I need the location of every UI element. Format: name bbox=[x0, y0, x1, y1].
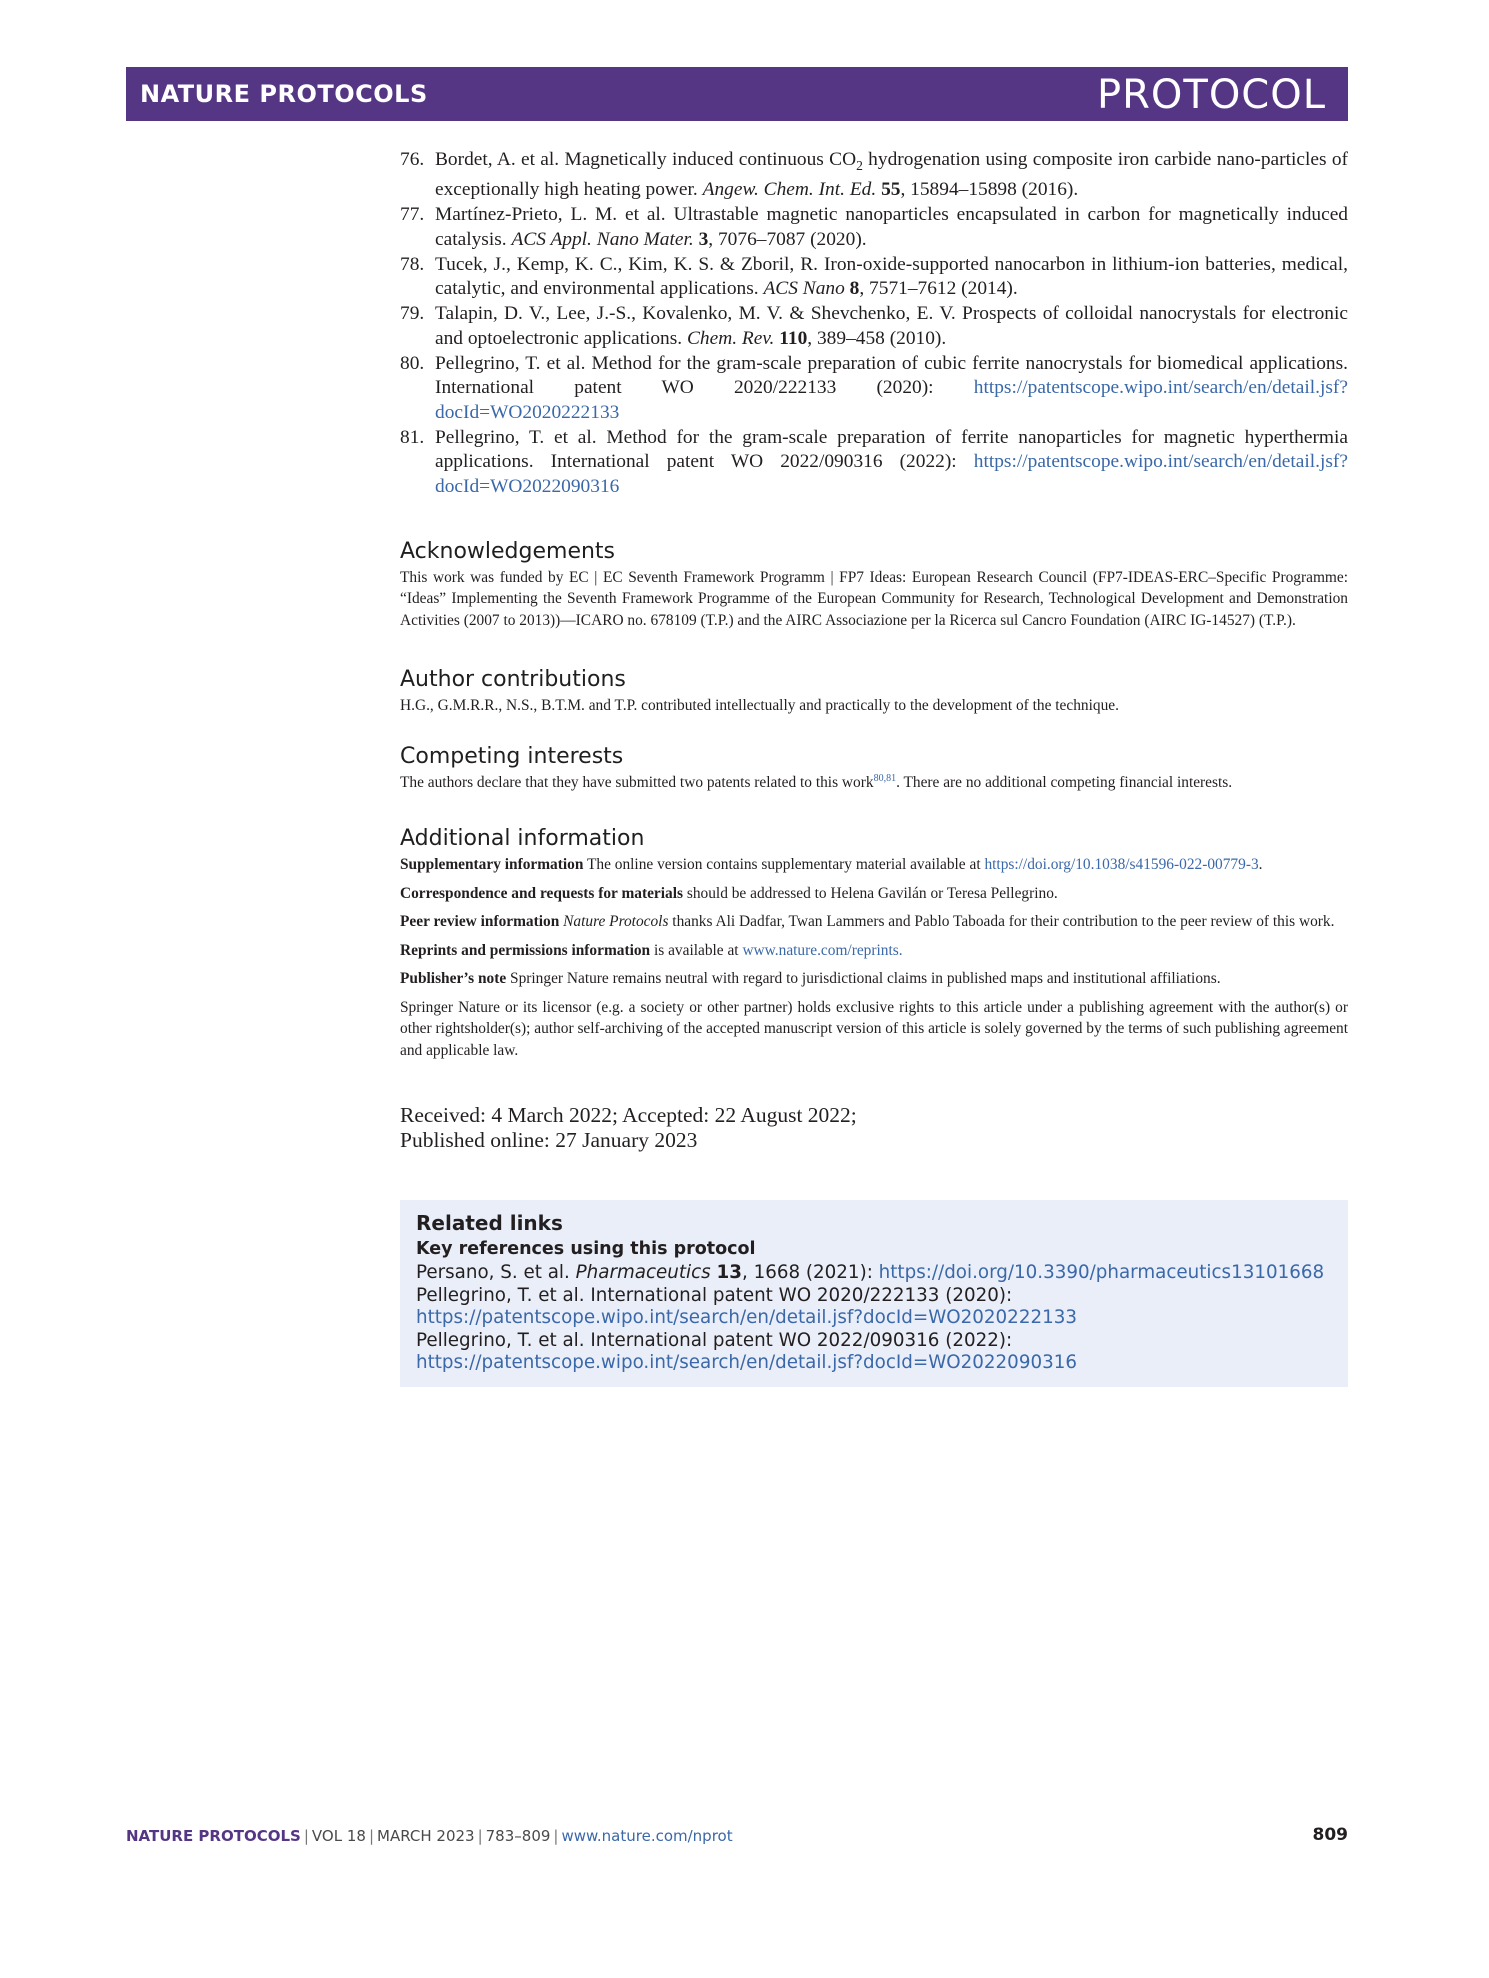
footer-date: MARCH 2023 bbox=[377, 1827, 475, 1845]
reference-number: 78. bbox=[400, 253, 425, 275]
related-links-heading: Related links bbox=[416, 1211, 563, 1236]
supplementary-doi-link[interactable]: https://doi.org/10.1038/s41596-022-00779-3 bbox=[984, 856, 1259, 874]
reference-link[interactable]: https://patentscope.wipo.int/search/en/detail.jsf?docId=WO2020222133 bbox=[416, 1307, 1077, 1329]
reference-item bbox=[400, 203, 1348, 252]
reference-text: Talapin, D. V., Lee, J.-S., Kovalenko, M. V. & Shevchenko, E. V. Prospects of colloidal nanocrystals for electronic and optoelectronic applications. bbox=[435, 303, 1348, 349]
related-links-list bbox=[416, 1262, 1332, 1375]
journal-header-bar bbox=[126, 67, 1348, 121]
peer-review-text: thanks Ali Dadfar, Twan Lammers and Pablo Taboada for their contribution to the peer review of this work. bbox=[668, 913, 1335, 931]
author-contributions-heading: Author contributions bbox=[400, 667, 626, 693]
journal-title: ACS Appl. Nano Mater. bbox=[511, 228, 694, 250]
reference-item bbox=[400, 352, 1348, 426]
related-links-box bbox=[400, 1200, 1348, 1387]
correspondence-text: should be addressed to Helena Gavilán or Teresa Pellegrino. bbox=[683, 884, 1058, 902]
volume-number: 8 bbox=[849, 278, 860, 300]
reference-link[interactable]: https://patentscope.wipo.int/search/en/detail.jsf?docId=WO2022090316 bbox=[416, 1352, 1077, 1374]
reference-number: 80. bbox=[400, 352, 425, 374]
reference-item bbox=[400, 302, 1348, 351]
reference-text: , 7571–7612 (2014). bbox=[859, 278, 1018, 300]
related-link-item bbox=[416, 1285, 1332, 1330]
reference-item bbox=[400, 426, 1348, 500]
additional-information-heading: Additional information bbox=[400, 826, 645, 852]
related-links-subheading: Key references using this protocol bbox=[416, 1238, 756, 1259]
volume-number: 55 bbox=[881, 179, 901, 201]
reprints-information bbox=[400, 940, 1348, 962]
publishers-note bbox=[400, 968, 1348, 990]
article-type: PROTOCOL bbox=[1096, 72, 1326, 118]
reference-text: , 7076–7087 (2020). bbox=[708, 228, 867, 250]
peer-review-journal: Nature Protocols bbox=[563, 913, 669, 931]
reference-link[interactable]: https://patentscope.wipo.int/search/en/detail.jsf?docId=WO2022090316 bbox=[435, 451, 1348, 497]
journal-title: Chem. Rev. bbox=[687, 327, 775, 349]
supplementary-text: The online version contains supplementary material available at bbox=[583, 856, 985, 874]
reference-text: Tucek, J., Kemp, K. C., Kim, K. S. & Zboril, R. Iron-oxide-supported nanocarbon in lithium-ion batteries, medical, catalytic, and environmental applications. bbox=[435, 253, 1348, 300]
received-accepted-dates: Received: 4 March 2022; Accepted: 22 August 2022; bbox=[400, 1103, 857, 1128]
journal-name: NATURE PROTOCOLS bbox=[140, 80, 428, 108]
reference-text: Pellegrino, T. et al. International patent WO 2022/090316 (2022): bbox=[416, 1329, 1013, 1351]
footer-journal-url[interactable]: www.nature.com/nprot bbox=[561, 1827, 733, 1845]
publication-dates bbox=[400, 1103, 1348, 1153]
rights-statement: Springer Nature or its licensor (e.g. a society or other partner) holds exclusive rights to this article under a publishing agreement with the author(s) or other rightsholder(s); author self-archiving of the accepted manuscript version of this article is solely governed by the terms of such publishing agreement and applicable law. bbox=[400, 998, 1348, 1059]
reference-text: , 1668 (2021): bbox=[741, 1262, 879, 1284]
correspondence-label: Correspondence and requests for materials bbox=[400, 884, 683, 902]
volume-number: 110 bbox=[779, 327, 808, 349]
page-number: 809 bbox=[1312, 1825, 1348, 1845]
related-link-item bbox=[416, 1330, 1332, 1375]
subscript-text: 2 bbox=[856, 157, 863, 173]
reference-link[interactable]: https://patentscope.wipo.int/search/en/detail.jsf?docId=WO2020222133 bbox=[435, 377, 1348, 423]
reference-number: 79. bbox=[400, 303, 425, 325]
volume-number: 3 bbox=[698, 228, 709, 250]
main-column bbox=[400, 148, 1348, 1387]
author-contributions-text: H.G., G.M.R.R., N.S., B.T.M. and T.P. contributed intellectually and practically to the development of the technique. bbox=[400, 697, 1119, 715]
footer-volume: VOL 18 bbox=[311, 1827, 366, 1845]
supplementary-end: . bbox=[1258, 856, 1263, 874]
reference-number: 76. bbox=[400, 149, 425, 170]
journal-title: Angew. Chem. Int. Ed. bbox=[702, 179, 877, 201]
journal-title: ACS Nano bbox=[763, 278, 845, 300]
reference-text: Pellegrino, T. et al. Method for the gram-scale preparation of cubic ferrite nanocrystals for biomedical applications. International patent WO 2020/222133 (2020): bbox=[435, 352, 1348, 399]
footer-pages: 783–809 bbox=[485, 1827, 551, 1845]
competing-interests-heading: Competing interests bbox=[400, 743, 624, 769]
reference-list bbox=[400, 148, 1348, 499]
correspondence bbox=[400, 883, 1348, 905]
reprints-link[interactable]: www.nature.com/reprints. bbox=[742, 941, 903, 959]
reference-text: Pellegrino, T. et al. International patent WO 2020/222133 (2020): bbox=[416, 1284, 1013, 1306]
publishers-note-text: Springer Nature remains neutral with regard to jurisdictional claims in published maps and institutional affiliations. bbox=[506, 970, 1221, 988]
acknowledgements-section bbox=[400, 539, 1348, 632]
publishers-note-label: Publisher’s note bbox=[400, 970, 507, 988]
reference-number: 77. bbox=[400, 204, 425, 226]
peer-review-information bbox=[400, 911, 1348, 933]
competing-interests-text bbox=[400, 772, 1348, 794]
reference-item bbox=[400, 148, 1348, 203]
published-online-date: Published online: 27 January 2023 bbox=[400, 1128, 698, 1153]
reference-text: Pellegrino, T. et al. Method for the gram-scale preparation of ferrite nanoparticles for magnetic hyperthermia applications. International patent WO 2022/090316 (2022): bbox=[435, 426, 1348, 473]
supplementary-label: Supplementary information bbox=[400, 856, 584, 874]
competing-interests-text-after: . There are no additional competing financial interests. bbox=[896, 773, 1233, 791]
reference-text: hydrogenation using composite iron carbide nano-particles of exceptionally high heating power. bbox=[435, 149, 1348, 201]
reference-text: , 15894–15898 (2016). bbox=[900, 179, 1079, 201]
journal-title: Pharmaceutics bbox=[575, 1262, 711, 1284]
page-footer: NATURE PROTOCOLS | VOL 18 | MARCH 2023 | 783–809 | www.nature.com/nprot 809 bbox=[126, 1825, 1348, 1845]
reference-text: , 389–458 (2010). bbox=[807, 327, 947, 349]
related-link-item bbox=[416, 1262, 1332, 1285]
acknowledgements-text: This work was funded by EC | EC Seventh Framework Programm | FP7 Ideas: European Research Council (FP7-IDEAS-ERC–Specific Programme: “Ideas” Implementing the Seventh Framework Programme of the European Community for Research, Technological Development and Demonstration Activities (2007 to 2013))—ICARO no. 678109 (T.P.) and the AIRC Associazione per la Ricerca sul Cancro Foundation (AIRC IG-14527) (T.P.). bbox=[400, 568, 1348, 629]
reprints-label: Reprints and permissions information bbox=[400, 941, 651, 959]
reference-text: Persano, S. et al. bbox=[416, 1262, 576, 1284]
reprints-text: is available at bbox=[650, 941, 743, 959]
citation-link[interactable]: 80,81 bbox=[873, 772, 897, 784]
peer-review-label: Peer review information bbox=[400, 913, 560, 931]
competing-interests-text-before: The authors declare that they have submitted two patents related to this work bbox=[400, 773, 874, 791]
volume-number: 13 bbox=[716, 1262, 742, 1284]
acknowledgements-heading: Acknowledgements bbox=[400, 538, 616, 564]
reference-link[interactable]: https://doi.org/10.3390/pharmaceutics13101668 bbox=[878, 1262, 1325, 1284]
additional-information-section bbox=[400, 826, 1348, 1061]
reference-text: Bordet, A. et al. Magnetically induced continuous CO bbox=[435, 149, 857, 170]
author-contributions-section bbox=[400, 667, 1348, 717]
reference-item bbox=[400, 253, 1348, 302]
reference-number: 81. bbox=[400, 426, 425, 448]
competing-interests-section bbox=[400, 744, 1348, 794]
supplementary-information bbox=[400, 854, 1348, 876]
footer-journal: NATURE PROTOCOLS bbox=[126, 1827, 301, 1845]
reference-text: Martínez-Prieto, L. M. et al. Ultrastable magnetic nanoparticles encapsulated in carbon for magnetically induced catalysis. bbox=[435, 204, 1348, 250]
